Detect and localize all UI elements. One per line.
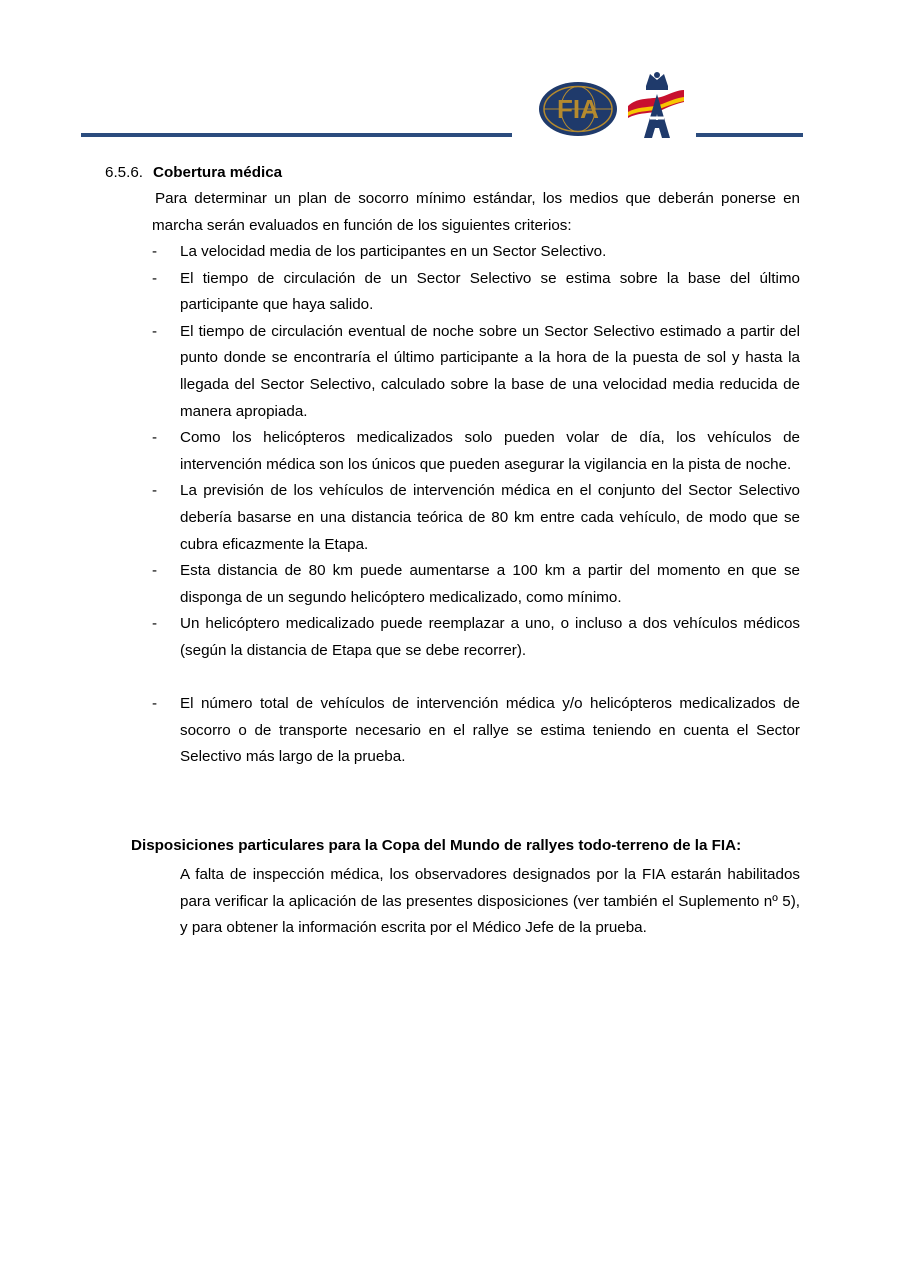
list-item [152, 319, 800, 425]
list-item [152, 558, 800, 611]
list-item-text: El tiempo de circulación eventual de noche sobre un Sector Selectivo estimado a partir del punto donde se encontraría el último participante a la hora de la puesta de sol y hasta la llegada del Sector Selectivo, calculado sobre la base de una velocidad media reducida de manera apropiada. [180, 322, 800, 420]
list-item-text: Como los helicópteros medicalizados solo pueden volar de día, los vehículos de intervención médica son los únicos que pueden asegurar la vigilancia en la pista de noche. [180, 429, 800, 473]
section-number: 6.5.6. [105, 164, 143, 181]
bullet-dash: - [152, 615, 158, 633]
list-item [152, 266, 800, 319]
list-item [152, 691, 800, 771]
list-item [152, 425, 800, 478]
list-item-text: El tiempo de circulación de un Sector Selectivo se estima sobre la base del último participante que haya salido. [180, 269, 800, 314]
bullet-dash: - [152, 482, 158, 500]
special-provisions-text: A falta de inspección médica, los observadores designados por la FIA estarán habilitados para verificar la aplicación de las presentes disposiciones (ver también el Suplemento nº 5), y para obtener la información escrita por el Médico Jefe de la prueba. [180, 866, 800, 937]
fia-logo-text: FIA [557, 94, 599, 124]
fia-logo [537, 80, 619, 138]
list-item [152, 239, 800, 266]
list-item-text: Esta distancia de 80 km puede aumentarse a 100 km a partir del momento en que se disponga de un segundo helicóptero medicalizado, como mínimo. [180, 562, 800, 606]
page-header [0, 0, 905, 150]
bullet-dash: - [152, 429, 158, 447]
header-rule-left [81, 133, 512, 137]
section-title: Cobertura médica [153, 164, 283, 181]
section-heading [105, 160, 282, 187]
special-provisions-heading: Disposiciones particulares para la Copa del Mundo de rallyes todo-terreno de la FIA: [131, 837, 742, 854]
rfeda-logo [624, 70, 690, 140]
criteria-list [152, 239, 800, 771]
list-item-text: El número total de vehículos de intervención médica y/o helicópteros medicalizados de socorro o de transporte necesario en el rallye se estima teniendo en cuenta el Sector Selectivo más largo de la prueba. [180, 695, 800, 766]
bullet-dash: - [152, 243, 158, 260]
bullet-dash: - [152, 695, 158, 713]
list-item [152, 611, 800, 664]
list-item-text: Un helicóptero medicalizado puede reemplazar a uno, o incluso a dos vehículos médicos (según la distancia de Etapa que se debe recorrer). [180, 615, 800, 659]
bullet-dash: - [152, 562, 158, 580]
list-item-text: La velocidad media de los participantes en un Sector Selectivo. [180, 243, 607, 260]
list-item-text: La previsión de los vehículos de intervención médica en el conjunto del Sector Selectivo debería basarse en una distancia teórica de 80 km entre cada vehículo, de modo que se cubra eficazmente la Etapa. [180, 482, 800, 553]
intro-paragraph: Para determinar un plan de socorro mínimo estándar, los medios que deberán ponerse en marcha serán evaluados en función de los siguientes criterios: [152, 190, 800, 234]
list-item [152, 478, 800, 558]
header-rule-right [696, 133, 803, 137]
bullet-dash: - [152, 322, 158, 340]
bullet-dash: - [152, 269, 158, 287]
